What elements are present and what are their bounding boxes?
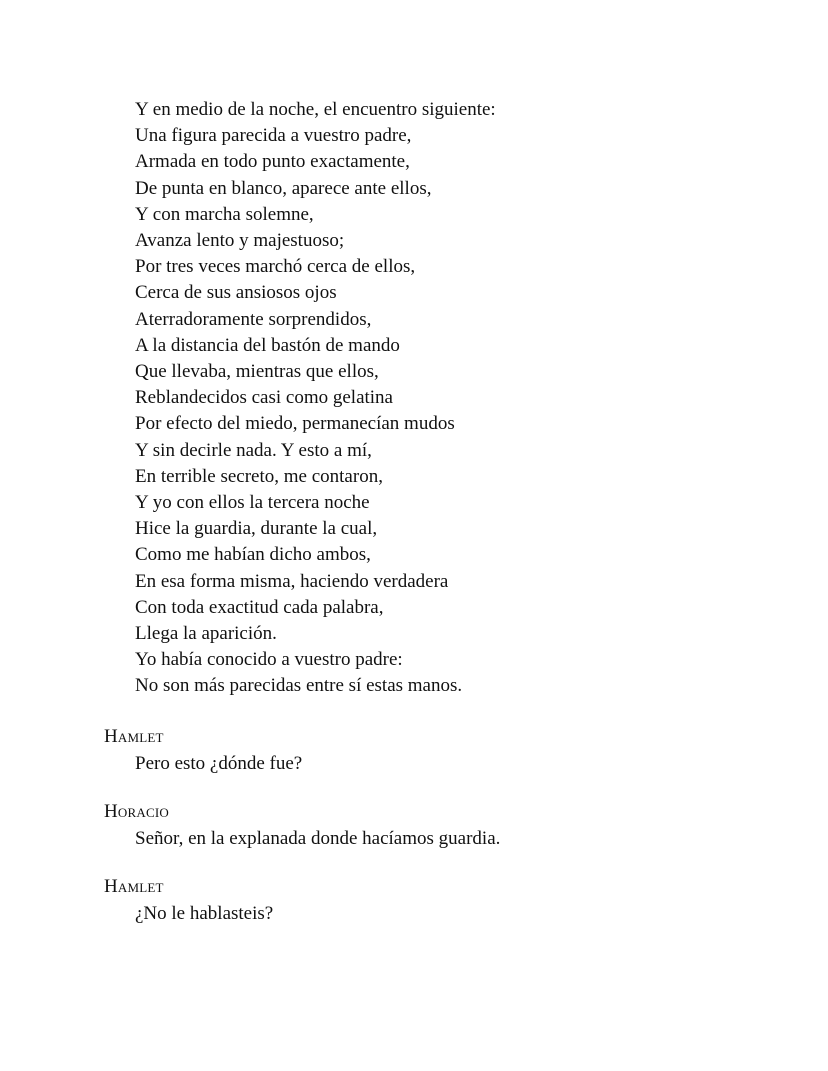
verse-line: Llega la aparición. (135, 623, 277, 645)
speech-hamlet-2 (104, 876, 784, 927)
verse-line: De punta en blanco, aparece ante ellos, (135, 177, 432, 199)
speech-hamlet-1 (104, 726, 784, 777)
verse-line: En terrible secreto, me contaron, (135, 465, 383, 487)
verse-line: No son más parecidas entre sí estas manos. (135, 675, 463, 697)
verse-line: Y en medio de la noche, el encuentro siguiente: (135, 99, 496, 120)
verse-block (135, 97, 775, 700)
speech-horacio (104, 801, 784, 852)
verse-line: Reblandecidos casi como gelatina (135, 387, 393, 409)
speaker-name: Hamlet (104, 726, 164, 747)
verse-line: Y yo con ellos la tercera noche (135, 492, 370, 514)
speaker-name: Horacio (104, 801, 169, 822)
speaker-name: Hamlet (104, 876, 164, 897)
speech-line: ¿No le hablasteis? (135, 903, 274, 924)
verse-line: Y con marcha solemne, (135, 203, 314, 225)
verse-line: Por efecto del miedo, permanecían mudos (135, 413, 455, 435)
verse-line: Como me habían dicho ambos, (135, 544, 371, 566)
verse-line: En esa forma misma, haciendo verdadera (135, 570, 449, 592)
verse-line: Yo había conocido a vuestro padre: (135, 649, 403, 671)
speech-line: Pero esto ¿dónde fue? (135, 753, 303, 774)
speech-line: Señor, en la explanada donde hacíamos guardia. (135, 828, 501, 849)
verse-line: Avanza lento y majestuoso; (135, 230, 345, 252)
verse-line: Con toda exactitud cada palabra, (135, 596, 384, 618)
verse-line: Y sin decirle nada. Y esto a mí, (135, 439, 372, 461)
verse-line: Que llevaba, mientras que ellos, (135, 361, 379, 383)
verse-line: A la distancia del bastón de mando (135, 334, 400, 356)
verse-line: Armada en todo punto exactamente, (135, 151, 410, 173)
verse-line: Hice la guardia, durante la cual, (135, 518, 378, 540)
verse-line: Aterradoramente sorprendidos, (135, 308, 372, 330)
verse-line: Por tres veces marchó cerca de ellos, (135, 256, 416, 278)
verse-line: Cerca de sus ansiosos ojos (135, 282, 337, 304)
verse-line: Una figura parecida a vuestro padre, (135, 125, 412, 147)
